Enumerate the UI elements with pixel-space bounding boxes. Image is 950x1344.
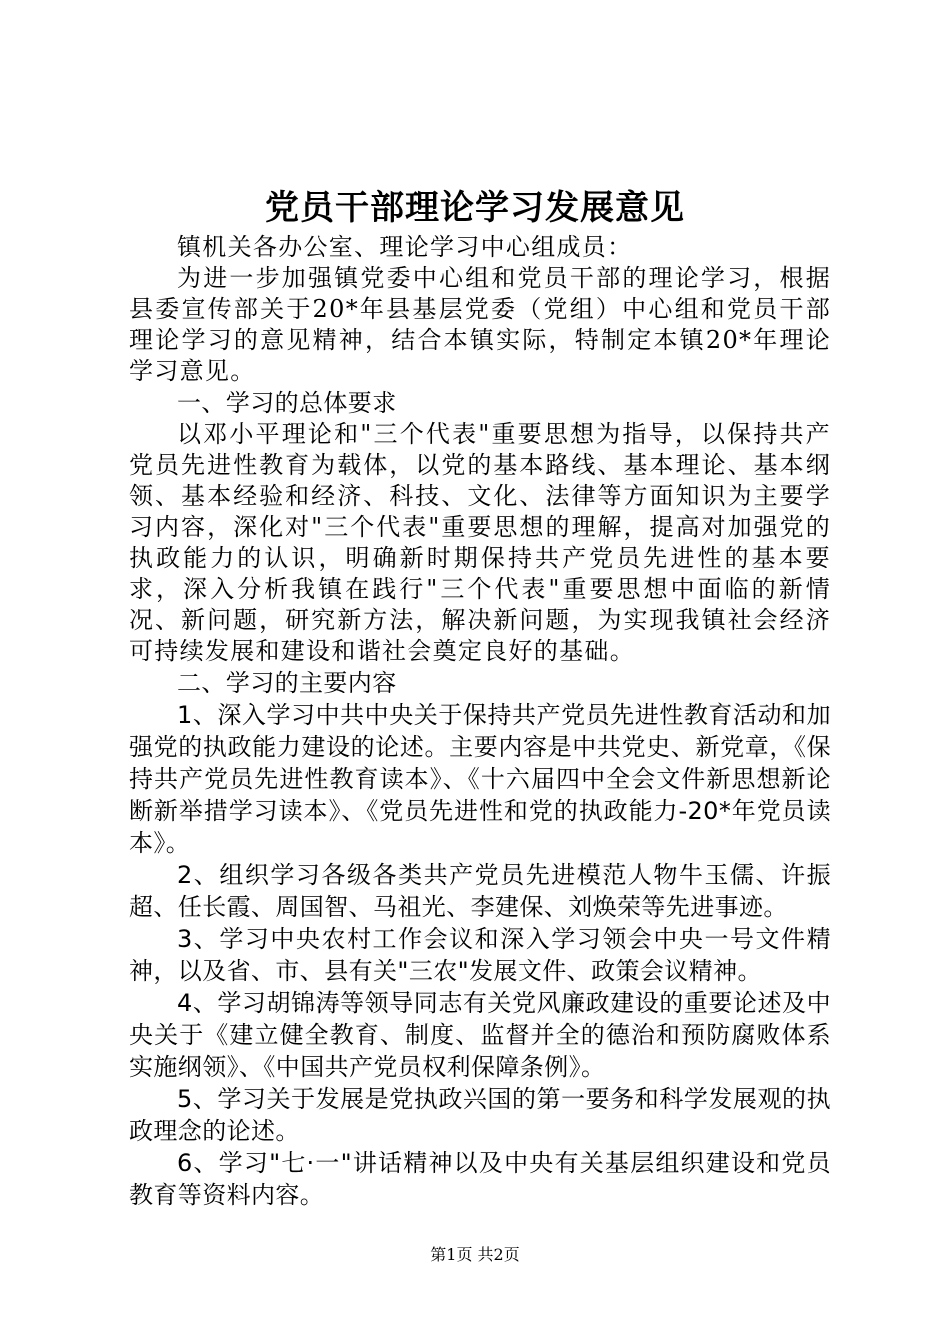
section-heading-general-requirements: 一、学习的总体要求 [177,389,397,417]
page-number-footer: 第1页 共2页 [430,1245,520,1264]
general-requirements-paragraph: 以邓小平理论和"三个代表"重要思想为指导，以保持共产党员先进性教育为载体，以党的基本路线、基本理论、基本纲领、基本经验和经济、科技、文化、法律等方面知识为主要学习内容，深化对"三个代表"重要思想的理解，提高对加强党的执政能力的认识，明确新时期保持共产党员先进性的基本要求，深入分析我镇在践行"三个代表"重要思想中面临的新情况、新问题，研究新方法，解决新问题，为实现我镇社会经济可持续发展和建设和谐社会奠定良好的基础。 [129,420,831,665]
document-title: 党员干部理论学习发展意见 [265,188,685,228]
content-item-3: 3、学习中央农村工作会议和深入学习领会中央一号文件精神，以及省、市、县有关"三农"发展文件、政策会议精神。 [129,925,831,985]
content-item-6: 6、学习"七·一"讲话精神以及中央有关基层组织建设和党员教育等资料内容。 [129,1149,831,1209]
intro-paragraph: 为进一步加强镇党委中心组和党员干部的理论学习，根据县委宣传部关于20*年县基层党委（党组）中心组和党员干部理论学习的意见精神，结合本镇实际，特制定本镇20*年理论学习意见。 [129,264,831,385]
content-item-5: 5、学习关于发展是党执政兴国的第一要务和科学发展观的执政理念的论述。 [129,1085,831,1145]
content-item-1: 1、深入学习中共中央关于保持共产党员先进性教育活动和加强党的执政能力建设的论述。主要内容是中共党史、新党章，《保持共产党员先进性教育读本》、《十六届四中全会文件新思想新论断新举措学习读本》、《党员先进性和党的执政能力-20*年党员读本》。 [129,701,831,857]
salutation: 镇机关各办公室、理论学习中心组成员： [177,233,633,261]
section-heading-main-content: 二、学习的主要内容 [177,669,397,697]
content-item-2: 2、组织学习各级各类共产党员先进模范人物牛玉儒、许振超、任长霞、周国智、马祖光、李建保、刘焕荣等先进事迹。 [129,861,831,921]
content-item-4: 4、学习胡锦涛等领导同志有关党风廉政建设的重要论述及中央关于《建立健全教育、制度、监督并全的德治和预防腐败体系实施纲领》、《中国共产党员权利保障条例》。 [129,989,831,1081]
document-body [129,232,831,1211]
